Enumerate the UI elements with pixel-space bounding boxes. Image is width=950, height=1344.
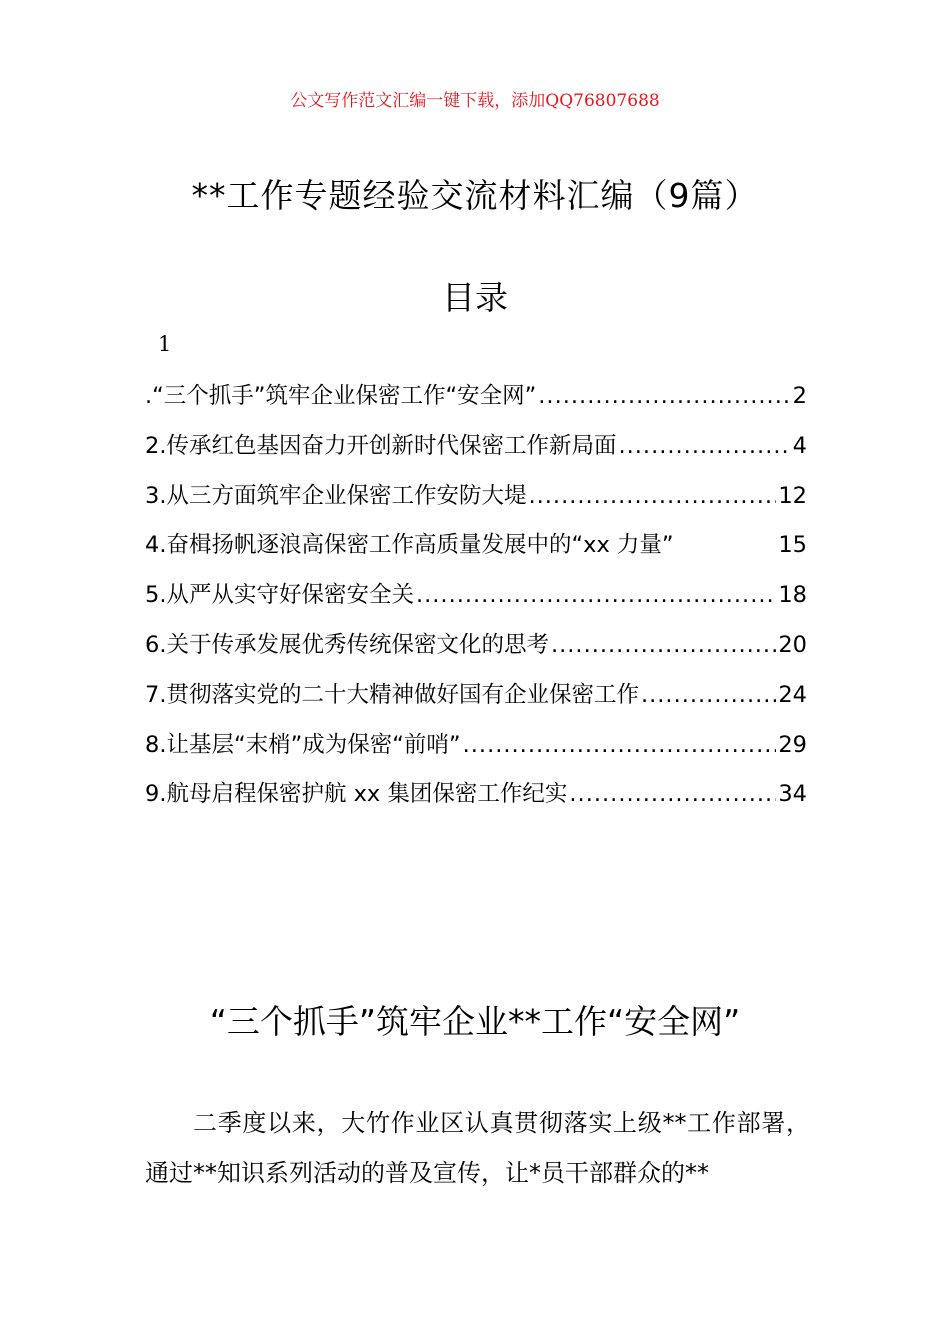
article-title: “三个抓手”筑牢企业**工作“安全网” — [209, 1002, 741, 1041]
toc-item-title: 4.奋楫扬帆逐浪高保密工作高质量发展中的“xx 力量” — [145, 532, 674, 559]
document-title: **工作专题经验交流材料汇编（9篇） — [191, 176, 759, 215]
toc-item-title: 9.航母启程保密护航 xx 集团保密工作纪实 — [145, 781, 568, 808]
toc-leader-dots — [416, 582, 776, 608]
toc-item-page: 12 — [778, 482, 807, 509]
toc-leader-dots — [641, 682, 776, 708]
toc-item-page: 18 — [778, 582, 807, 609]
toc-item-page: 4 — [792, 432, 807, 459]
toc-item-page: 2 — [792, 383, 807, 409]
toc-item-title: 7.贯彻落实党的二十大精神做好国有企业保密工作 — [145, 681, 639, 708]
toc-leader-dots — [551, 632, 776, 658]
header-note: 公文写作范文汇编一键下载，添加QQ76807688 — [290, 91, 660, 111]
toc-leader-dots — [528, 483, 776, 509]
toc-item-title: 2.传承红色基因奋力开创新时代保密工作新局面 — [145, 432, 617, 459]
toc-leader-dots — [463, 732, 777, 758]
toc-item-title: 3.从三方面筑牢企业保密工作安防大堤 — [145, 482, 527, 509]
toc-item-1[interactable] — [145, 378, 807, 428]
toc-item-page: 24 — [778, 681, 807, 708]
toc-item-title: 8.让基层“末梢”成为保密“前哨” — [145, 731, 461, 758]
article-body-paragraph: 二季度以来，大竹作业区认真贯彻落实上级**工作部署，通过**知识系列活动的普及宣传，让*员干部群众的** — [145, 1109, 810, 1187]
toc-item-4[interactable] — [145, 527, 807, 577]
table-of-contents — [145, 378, 807, 826]
toc-item-title: .“三个抓手”筑牢企业保密工作“安全网” — [145, 383, 537, 409]
toc-leader-dots — [618, 433, 790, 459]
toc-item-title: 5.从严从实守好保密安全关 — [145, 582, 414, 609]
toc-heading: 目录 — [442, 278, 508, 317]
toc-item-9[interactable] — [145, 776, 807, 826]
toc-first-number: 1 — [158, 332, 172, 356]
toc-item-3[interactable] — [145, 478, 807, 528]
toc-item-8[interactable] — [145, 727, 807, 777]
toc-item-page: 29 — [778, 731, 807, 758]
toc-item-6[interactable] — [145, 627, 807, 677]
toc-item-page: 34 — [778, 781, 807, 808]
toc-item-title: 6.关于传承发展优秀传统保密文化的思考 — [145, 631, 549, 658]
toc-item-7[interactable] — [145, 677, 807, 727]
toc-leader-dots — [569, 781, 776, 807]
toc-item-page: 20 — [778, 631, 807, 658]
toc-item-5[interactable] — [145, 577, 807, 627]
toc-leader-dots — [538, 383, 790, 409]
toc-item-page: 15 — [778, 532, 807, 559]
toc-item-2[interactable] — [145, 428, 807, 478]
